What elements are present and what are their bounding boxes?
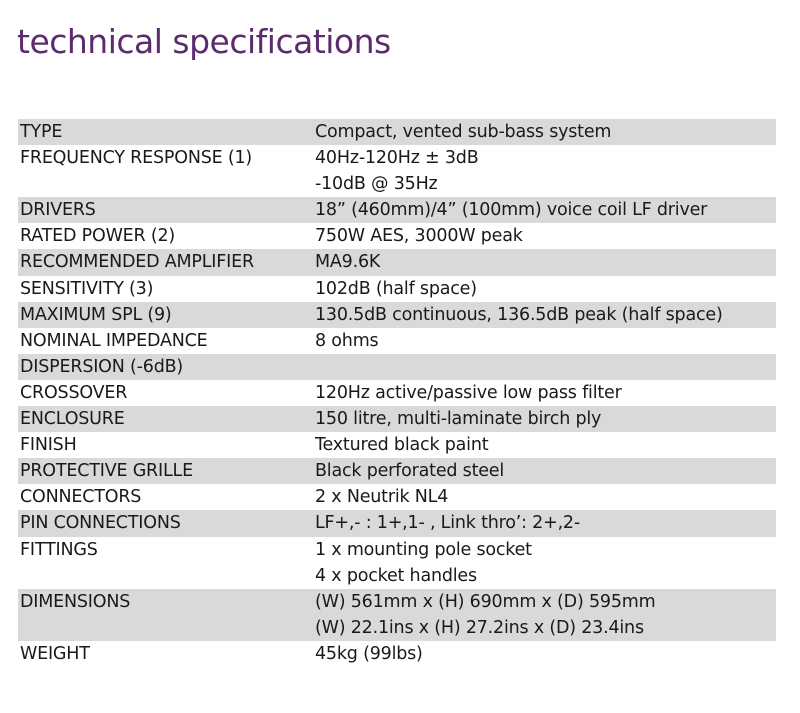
spec-label: PIN CONNECTIONS [20,513,181,534]
spec-values [315,302,776,328]
spec-values [315,537,776,589]
spec-label: FREQUENCY RESPONSE (1) [20,148,253,169]
spec-label: CONNECTORS [20,487,142,508]
spec-values [315,589,776,641]
spec-label: MAXIMUM SPL (9) [20,304,172,325]
spec-row [18,537,776,589]
spec-label: SENSITIVITY (3) [20,278,154,299]
spec-label: TYPE [20,122,63,142]
spec-values [315,354,776,380]
spec-row [18,458,776,484]
spec-value [315,354,776,380]
spec-values [315,328,776,354]
spec-row [18,432,776,458]
spec-values [315,119,776,145]
spec-values [315,197,776,223]
spec-row [18,223,776,249]
spec-row [18,641,776,667]
spec-row [18,484,776,510]
spec-value: 45kg (99lbs) [315,643,423,664]
spec-table [18,119,776,667]
spec-values [315,484,776,510]
spec-value: 1 x mounting pole socket [315,539,532,560]
spec-row [18,328,776,354]
spec-value: 2 x Neutrik NL4 [315,487,449,508]
spec-values [315,510,776,536]
spec-values [315,249,776,275]
spec-values [315,223,776,249]
spec-label: RATED POWER (2) [20,226,176,247]
spec-values [315,458,776,484]
spec-label: WEIGHT [20,643,90,664]
spec-row [18,119,776,145]
spec-value: 750W AES, 3000W peak [315,226,523,247]
spec-value: -10dB @ 35Hz [315,174,438,195]
spec-label: FITTINGS [20,539,98,560]
spec-row [18,249,776,275]
spec-values [315,432,776,458]
spec-label: DISPERSION (-6dB) [20,356,184,377]
spec-values [315,380,776,406]
spec-label: PROTECTIVE GRILLE [20,461,193,482]
spec-row [18,406,776,432]
spec-value: 150 litre, multi-laminate birch ply [315,409,602,430]
spec-label: DRIVERS [20,200,96,221]
spec-value: 4 x pocket handles [315,565,477,586]
spec-row [18,589,776,641]
spec-values [315,276,776,302]
spec-value: 8 ohms [315,330,379,351]
spec-value: Textured black paint [315,435,489,456]
spec-value: MA9.6K [315,252,381,273]
spec-label: NOMINAL IMPEDANCE [20,330,208,351]
spec-value: (W) 22.1ins x (H) 27.2ins x (D) 23.4ins [315,617,644,638]
spec-value: Compact, vented sub-bass system [315,122,612,142]
spec-row [18,197,776,223]
spec-row [18,510,776,536]
spec-values [315,145,776,197]
spec-row [18,302,776,328]
spec-label: RECOMMENDED AMPLIFIER [20,252,254,273]
spec-row [18,145,776,197]
spec-label: FINISH [20,435,77,456]
spec-value: 130.5dB continuous, 136.5dB peak (half space) [315,304,723,325]
spec-label: DIMENSIONS [20,591,131,612]
spec-value: 18” (460mm)/4” (100mm) voice coil LF driver [315,200,708,221]
spec-value: 120Hz active/passive low pass filter [315,382,622,403]
spec-row [18,354,776,380]
spec-value: 40Hz-120Hz ± 3dB [315,148,479,169]
spec-value: 102dB (half space) [315,278,477,299]
spec-label: CROSSOVER [20,382,128,403]
spec-label: ENCLOSURE [20,409,125,430]
spec-row [18,380,776,406]
spec-value: Black perforated steel [315,461,505,482]
spec-row [18,276,776,302]
spec-values [315,641,776,667]
spec-value: LF+,- : 1+,1- , Link thro’: 2+,2- [315,513,580,534]
spec-values [315,406,776,432]
page-title: technical specifications [17,22,391,61]
spec-value: (W) 561mm x (H) 690mm x (D) 595mm [315,591,656,612]
